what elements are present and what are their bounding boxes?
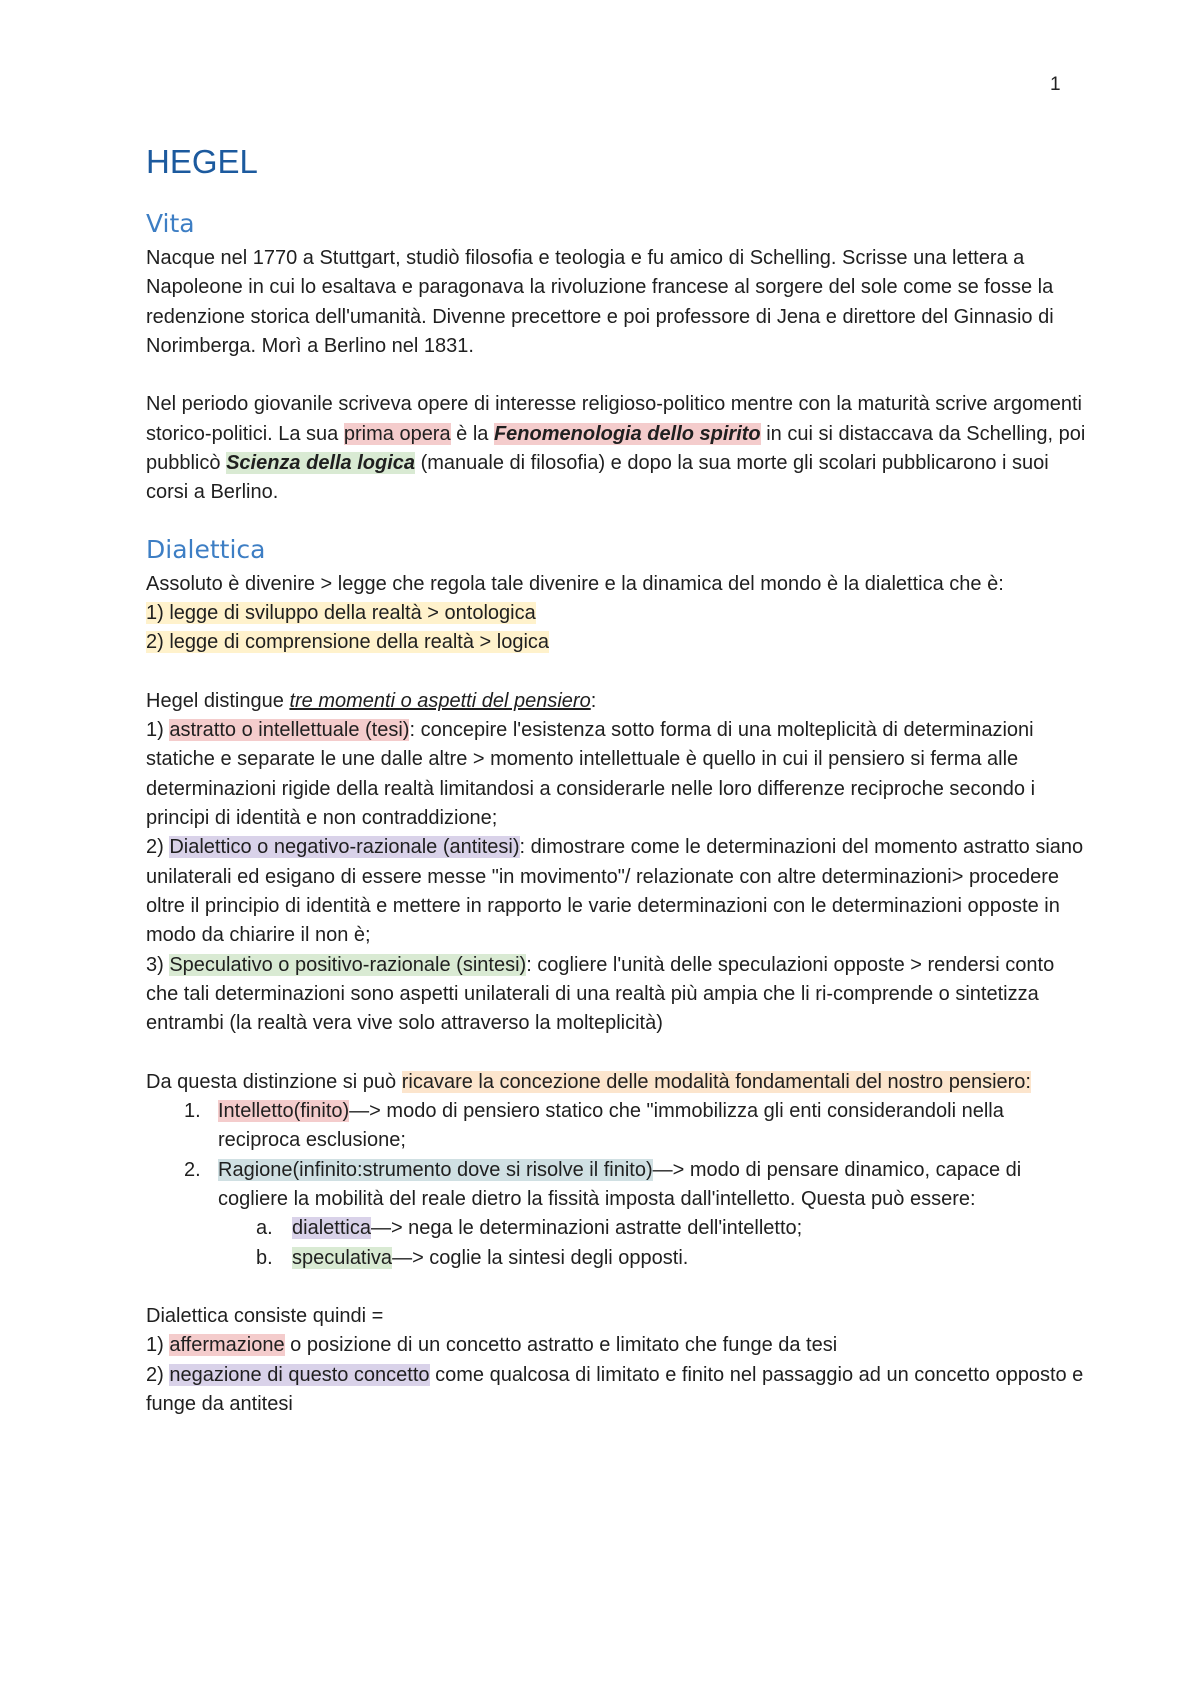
highlight-intelletto: Intelletto(finito) — [218, 1100, 350, 1123]
text-run: —> modo di pensiero statico che "immobilizza gli enti considerandoli nella reciproca esclusione; — [218, 1100, 1004, 1152]
list-item — [146, 1097, 1086, 1156]
highlight-moment-1: astratto o intellettuale (tesi) — [169, 719, 410, 742]
text-run: 2) — [146, 1363, 170, 1386]
moments-intro — [146, 687, 1086, 716]
highlight-prima-opera: prima opera — [343, 422, 451, 445]
consists-1 — [146, 1331, 1086, 1360]
text-run: in cui si distaccava da Schelling, poi pubblicò — [146, 422, 1086, 475]
moment-3 — [146, 951, 1086, 1039]
text-run: : concepire l'esistenza sotto forma di una molteplicità di determinazioni statiche e separate le une dalle altre > momento intellettuale è quello in cui il pensiero si ferma alle determinazioni rigide della realtà limitandosi a considerarle nelle loro differenze reciproche secondo i principi di identità e non contraddizione; — [146, 719, 1036, 830]
text-run: 2) — [146, 836, 170, 859]
page-number: 1 — [1050, 74, 1061, 95]
highlight-speculativa: speculativa — [292, 1246, 393, 1269]
text-run: o posizione di un concetto astratto e limitato che funge da tesi — [284, 1334, 838, 1357]
text-run: : — [590, 689, 597, 712]
text-run: 1) — [146, 1334, 170, 1357]
highlight-affermazione: affermazione — [169, 1334, 285, 1357]
text-run: Da questa distinzione si può — [146, 1070, 402, 1093]
highlight-moment-3: Speculativo o positivo-razionale (sintesi) — [169, 953, 527, 976]
underlined-moments: tre momenti o aspetti del pensiero — [289, 689, 591, 712]
distinction-paragraph — [146, 1068, 1086, 1097]
highlight-moment-2: Dialettico o negativo-razionale (antitesi) — [169, 836, 520, 859]
section-heading-dialettica: Dialettica — [146, 534, 266, 564]
sublist-item — [146, 1214, 1086, 1243]
list-marker: b. — [256, 1246, 273, 1269]
law-2 — [146, 628, 1086, 657]
moment-2 — [146, 833, 1086, 950]
highlight-distinction: ricavare la concezione delle modalità fondamentali del nostro pensiero: — [401, 1070, 1031, 1093]
text-run: : cogliere l'unità delle speculazioni opposte > rendersi conto che tali determinazioni sono aspetti unilaterali di una realtà più ampia che li ri-comprende o sintetizza entrambi (la realtà vera vive solo attraverso la molteplicità) — [146, 953, 1055, 1035]
consists-2 — [146, 1361, 1086, 1420]
vita-paragraph-2 — [146, 390, 1086, 507]
sublist-item — [146, 1244, 1086, 1273]
highlight-law-1: 1) legge di sviluppo della realtà > ontologica — [146, 601, 536, 624]
text-run: 1) — [146, 719, 170, 742]
document-body — [146, 140, 1086, 1419]
text-run: 3) — [146, 953, 170, 976]
text-run: Hegel distingue — [146, 689, 290, 712]
text-run: come qualcosa di limitato e finito nel passaggio ad un concetto opposto e funge da antitesi — [146, 1363, 1084, 1415]
law-1 — [146, 599, 1086, 628]
moment-1 — [146, 716, 1086, 833]
highlight-scienza-logica: Scienza della logica — [226, 452, 416, 475]
highlight-fenomenologia: Fenomenologia dello spirito — [493, 422, 761, 445]
consists-line: Dialettica consiste quindi = — [146, 1305, 384, 1328]
highlight-dialettica: dialettica — [292, 1217, 371, 1240]
text-run: —> coglie la sintesi degli opposti. — [392, 1246, 689, 1269]
text-run: (manuale di filosofia) e dopo la sua morte gli scolari pubblicarono i suoi corsi a Berlino. — [146, 452, 1049, 504]
text-run: —> nega le determinazioni astratte dell'intelletto; — [370, 1217, 803, 1240]
text-run: è la — [450, 422, 494, 445]
list-marker: 1. — [184, 1100, 201, 1123]
document-title: HEGEL — [146, 143, 258, 180]
highlight-negazione: negazione di questo concetto — [169, 1363, 430, 1386]
list-item — [146, 1156, 1086, 1215]
text-run: : dimostrare come le determinazioni del momento astratto siano unilaterali ed esigano di essere messe "in movimento"/ relazionate con altre determinazioni> procedere oltre il principio di identità e mettere in rapporto le varie determinazioni con le determinazioni opposte in modo da chiarire il non è; — [146, 836, 1084, 947]
text-run: Nel periodo giovanile scriveva opere di interesse religioso-politico mentre con la maturità scrive argomenti storico-politici. La sua — [146, 393, 1082, 445]
highlight-law-2: 2) legge di comprensione della realtà > logica — [146, 631, 550, 654]
list-marker: a. — [256, 1217, 273, 1240]
section-heading-vita: Vita — [146, 209, 195, 238]
text-run: —> modo di pensare dinamico, capace di cogliere la mobilità del reale dietro la fissità imposta dall'intelletto. Questa può essere: — [218, 1158, 1022, 1210]
vita-paragraph-1: Nacque nel 1770 a Stuttgart, studiò filosofia e teologia e fu amico di Schelling. Scrisse una lettera a Napoleone in cui lo esaltava e paragonava la rivoluzione francese al sorgere del sole come se fosse la redenzione storica dell'umanità. Divenne precettore e poi professore di Jena e direttore del Ginnasio di Norimberga. Morì a Berlino nel 1831. — [146, 247, 1054, 357]
highlight-ragione: Ragione(infinito:strumento dove si risolve il finito) — [218, 1158, 653, 1181]
dialettica-intro: Assoluto è divenire > legge che regola tale divenire e la dinamica del mondo è la dialettica che è: — [146, 572, 1004, 595]
list-marker: 2. — [184, 1158, 201, 1181]
